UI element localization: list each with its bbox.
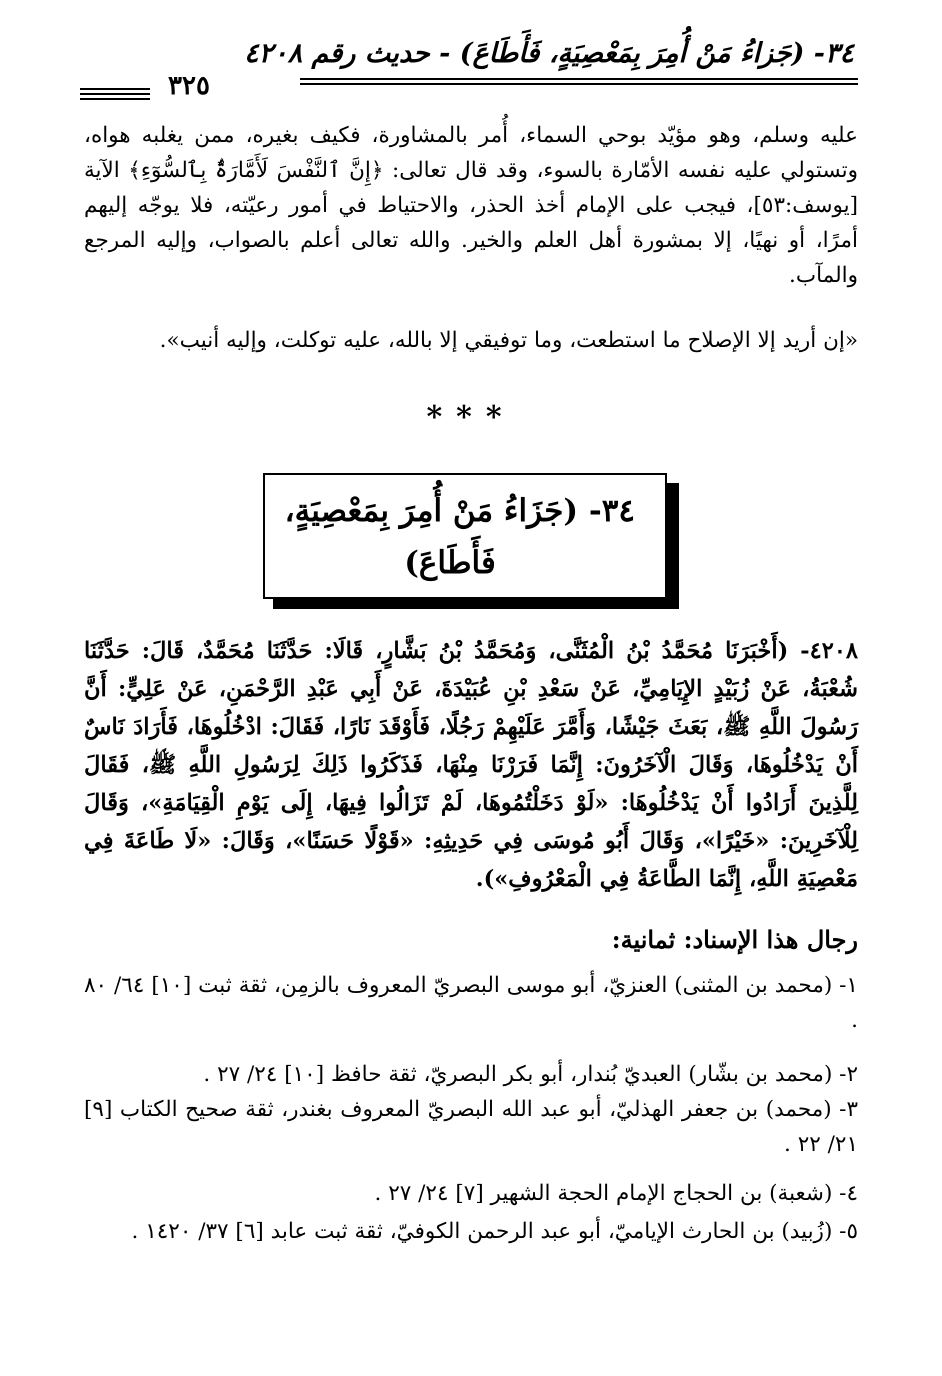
chapter-title bbox=[265, 485, 635, 589]
chapter-title-line: فَأَطَاعَ) bbox=[404, 545, 496, 581]
narrator-entry: ٢- (محمد بن بشّار) العبديّ بُندار، أبو بكر البصريّ، ثقة حافظ [١٠] ٢٤/ ٢٧ . bbox=[203, 1062, 858, 1087]
header-rule-top bbox=[300, 78, 858, 80]
page-number-rule bbox=[80, 98, 150, 100]
page-number-rule bbox=[80, 88, 150, 90]
narrators-heading: رجال هذا الإسناد: ثمانية: bbox=[611, 925, 858, 954]
narrator-entry: ١- (محمد بن المثنى) العنزيّ، أبو موسى البصريّ المعروف بالزمِن، ثقة ثبت [١٠] ٦٤/ ٨٠ . bbox=[84, 973, 858, 1033]
section-separator: *** bbox=[426, 400, 516, 435]
body-paragraph: «إن أريد إلا الإصلاح ما استطعت، وما توفيقي إلا بالله، عليه توكلت، وإليه أنيب». bbox=[159, 328, 858, 353]
body-paragraph: عليه وسلم، وهو مؤيّد بوحي السماء، أُمر بالمشاورة، فكيف بغيره، ممن يغلبه هواه، وتستولي عليه نفسه الأمّارة بالسوء، وقد قال تعالى: ﴿إِنَّ ٱلنَّفْسَ لَأَمَّارَةٌۢ بِٱلسُّوٓءِ﴾ الآية [يوسف:٥٣]، فيجب على الإمام أخذ الحذر، والاحتياط في أمور رعيّته، فلا يوجّه إليهم أمرًا، أو نهيًا، إلا بمشورة أهل العلم والخير. والله تعالى أعلم بالصواب، وإليه المرجع والمآب. bbox=[84, 123, 858, 288]
narrator-entry: ٣- (محمد) بن جعفر الهذليّ، أبو عبد الله البصريّ المعروف بغندر، ثقة صحيح الكتاب [٩] ٢١/ ٢٢ . bbox=[84, 1097, 858, 1157]
chapter-title-box bbox=[263, 473, 667, 599]
narrator-entry: ٤- (شعبة) بن الحجاج الإمام الحجة الشهير [٧] ٢٤/ ٢٧ . bbox=[374, 1181, 858, 1206]
chapter-title-line: ٣٤- (جَزَاءُ مَنْ أُمِرَ بِمَعْصِيَةٍ، bbox=[284, 493, 635, 529]
page-number: ٣٢٥ bbox=[154, 71, 224, 101]
hadith-text: ٤٢٠٨- (أَخْبَرَنَا مُحَمَّدُ بْنُ الْمُثَنَّى، وَمُحَمَّدُ بْنُ بَشَّارٍ، قَالَا: حَدَّثَنَا مُحَمَّدٌ، قَالَ: حَدَّثَنَا شُعْبَةُ، عَنْ زُبَيْدٍ الإِيَامِيِّ، عَنْ سَعْدِ بْنِ عُبَيْدَةَ، عَنْ أَبِي عَبْدِ الرَّحْمَنِ، عَنْ عَلِيٍّ: أَنَّ رَسُولَ اللَّهِ ﷺ، بَعَثَ جَيْشًا، وَأَمَّرَ عَلَيْهِمْ رَجُلًا، فَأَوْقَدَ نَارًا، فَقَالَ: ادْخُلُوهَا، فَأَرَادَ نَاسٌ أَنْ يَدْخُلُوهَا، وَقَالَ الْآخَرُونَ: إِنَّمَا فَرَرْنَا مِنْهَا، فَذَكَرُوا ذَلِكَ لِرَسُولِ اللَّهِ ﷺ، فَقَالَ لِلَّذِينَ أَرَادُوا أَنْ يَدْخُلُوهَا: «لَوْ دَخَلْتُمُوهَا، لَمْ تَزَالُوا فِيهَا، إِلَى يَوْمِ الْقِيَامَةِ»، وَقَالَ لِلْآخَرِينَ: «خَيْرًا»، وَقَالَ أَبُو مُوسَى فِي حَدِيثِهِ: «قَوْلًا حَسَنًا»، وَقَالَ: «لَا طَاعَةَ فِي مَعْصِيَةِ اللَّهِ، إِنَّمَا الطَّاعَةُ فِي الْمَعْرُوفِ»). bbox=[84, 638, 858, 892]
running-header-title: ٣٤- (جَزاءُ مَنْ أُمِرَ بِمَعْصِيَةٍ، فَأَطَاعَ) - حديث رقم ٤٢٠٨ bbox=[244, 38, 854, 69]
narrator-entry: ٥- (زُبيد) بن الحارث الإياميّ، أبو عبد الرحمن الكوفيّ، ثقة ثبت عابد [٦] ٣٧/ ١٤٢٠ . bbox=[131, 1219, 858, 1244]
header-rule-bottom bbox=[300, 83, 858, 85]
page-number-rule bbox=[80, 93, 150, 95]
